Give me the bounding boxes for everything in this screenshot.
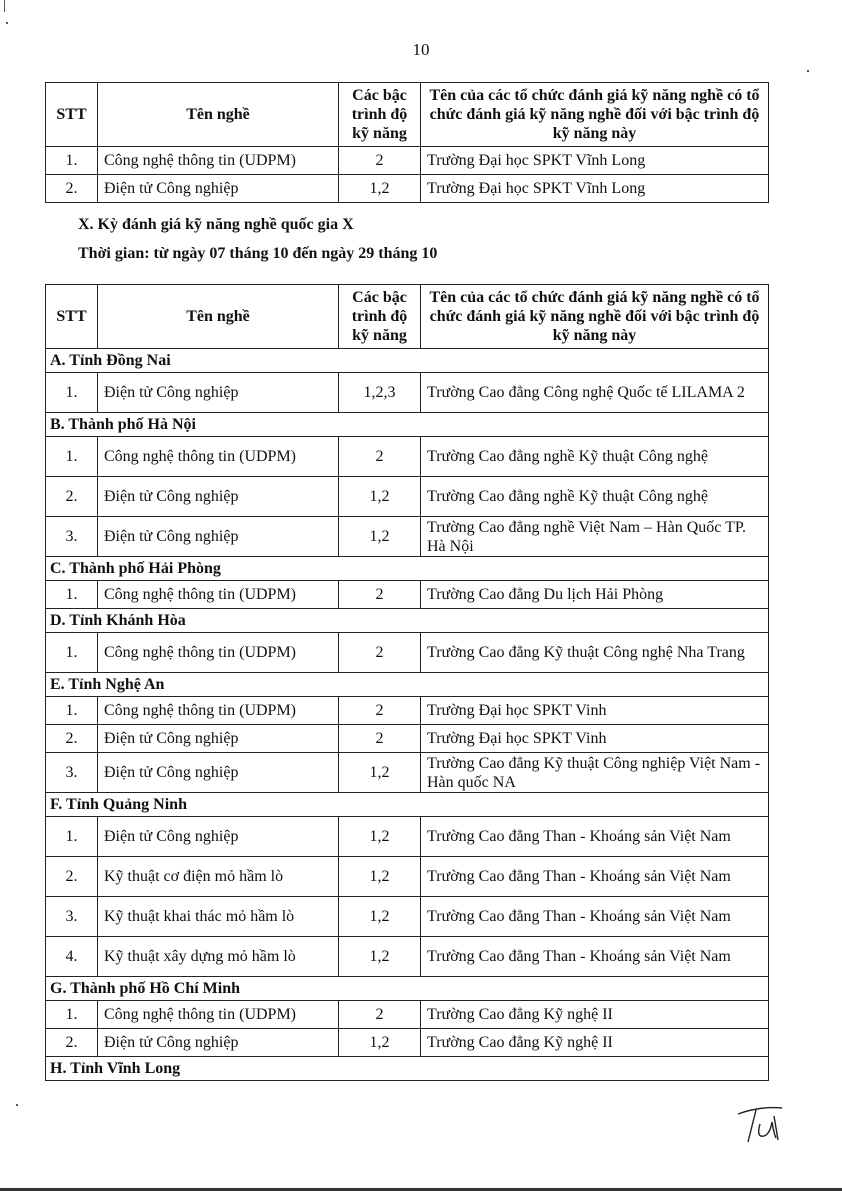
signature-mark [730,1100,790,1150]
row-levels: 1,2 [339,753,421,793]
row-organization: Trường Cao đẳng Kỹ nghệ II [421,1029,769,1057]
row-occupation: Công nghệ thông tin (UDPM) [98,633,339,673]
row-occupation: Công nghệ thông tin (UDPM) [98,697,339,725]
section-title: H. Tỉnh Vĩnh Long [46,1057,769,1081]
row-occupation: Công nghệ thông tin (UDPM) [98,1001,339,1029]
section-row [46,1057,769,1081]
header-stt: STT [46,83,98,147]
section-row [46,413,769,437]
row-levels: 2 [339,437,421,477]
row-stt: 1. [46,373,98,413]
header-levels: Các bậc trình độ kỹ năng [339,83,421,147]
row-occupation: Điện tử Công nghiệp [98,1029,339,1057]
table-session-x [45,284,769,1081]
section-row [46,793,769,817]
row-levels: 2 [339,633,421,673]
row-organization: Trường Cao đẳng Công nghệ Quốc tế LILAMA 2 [421,373,769,413]
row-occupation: Kỹ thuật cơ điện mỏ hầm lò [98,857,339,897]
section-row [46,349,769,373]
section-title: A. Tỉnh Đồng Nai [46,349,769,373]
section-row [46,557,769,581]
row-occupation: Điện tử Công nghiệp [98,175,339,203]
page-number: 10 [412,40,430,59]
table-row [46,147,769,175]
row-levels: 2 [339,697,421,725]
row-levels: 1,2 [339,897,421,937]
row-levels: 1,2,3 [339,373,421,413]
scan-speck [16,1104,18,1106]
table-previous-session-body [46,147,769,203]
table-row [46,1029,769,1057]
scan-speck [6,22,8,24]
row-organization: Trường Đại học SPKT Vĩnh Long [421,147,769,175]
row-organization: Trường Cao đẳng Kỹ nghệ II [421,1001,769,1029]
row-occupation: Công nghệ thông tin (UDPM) [98,147,339,175]
row-organization: Trường Đại học SPKT Vinh [421,697,769,725]
row-occupation: Điện tử Công nghiệp [98,817,339,857]
table-row [46,817,769,857]
section-row [46,609,769,633]
row-organization: Trường Cao đẳng nghề Việt Nam – Hàn Quốc TP. Hà Nội [421,517,769,557]
table-row [46,581,769,609]
time-heading: Thời gian: từ ngày 07 tháng 10 đến ngày 29 tháng 10 [78,245,438,262]
section-heading: X. Kỳ đánh giá kỹ năng nghề quốc gia X [78,216,354,233]
table-row [46,373,769,413]
row-occupation: Điện tử Công nghiệp [98,753,339,793]
row-stt: 4. [46,937,98,977]
header-stt: STT [46,285,98,349]
table-row [46,1001,769,1029]
table-row [46,725,769,753]
row-organization: Trường Cao đẳng nghề Kỹ thuật Công nghệ [421,477,769,517]
section-title: F. Tỉnh Quảng Ninh [46,793,769,817]
row-stt: 2. [46,725,98,753]
row-stt: 1. [46,581,98,609]
row-occupation: Điện tử Công nghiệp [98,373,339,413]
section-title: B. Thành phố Hà Nội [46,413,769,437]
row-organization: Trường Đại học SPKT Vinh [421,725,769,753]
section-title: D. Tỉnh Khánh Hòa [46,609,769,633]
table-session-x-body [46,349,769,1081]
bottom-border [0,1188,842,1191]
row-stt: 1. [46,147,98,175]
row-levels: 1,2 [339,857,421,897]
section-title: G. Thành phố Hồ Chí Minh [46,977,769,1001]
row-stt: 2. [46,857,98,897]
header-occupation: Tên nghề [98,83,339,147]
table-row [46,753,769,793]
row-occupation: Công nghệ thông tin (UDPM) [98,437,339,477]
header-occupation: Tên nghề [98,285,339,349]
row-organization: Trường Cao đẳng Than - Khoáng sản Việt Nam [421,857,769,897]
row-stt: 3. [46,897,98,937]
row-stt: 2. [46,1029,98,1057]
table-row [46,857,769,897]
row-levels: 1,2 [339,1029,421,1057]
section-row [46,977,769,1001]
row-stt: 3. [46,517,98,557]
row-stt: 1. [46,697,98,725]
row-organization: Trường Cao đẳng Kỹ thuật Công nghiệp Việt Nam - Hàn quốc NA [421,753,769,793]
row-levels: 2 [339,147,421,175]
header-organizations: Tên của các tổ chức đánh giá kỹ năng nghề có tổ chức đánh giá kỹ năng nghề đối với bậc trình độ kỹ năng này [421,285,769,349]
row-levels: 2 [339,581,421,609]
row-levels: 1,2 [339,477,421,517]
row-stt: 1. [46,1001,98,1029]
row-stt: 3. [46,753,98,793]
row-occupation: Điện tử Công nghiệp [98,725,339,753]
section-title: C. Thành phố Hải Phòng [46,557,769,581]
table-row [46,633,769,673]
table-row [46,697,769,725]
header-levels: Các bậc trình độ kỹ năng [339,285,421,349]
row-levels: 1,2 [339,817,421,857]
row-organization: Trường Cao đẳng Than - Khoáng sản Việt Nam [421,897,769,937]
scan-speck [807,70,809,72]
row-levels: 2 [339,1001,421,1029]
row-stt: 1. [46,437,98,477]
row-levels: 1,2 [339,517,421,557]
row-occupation: Kỹ thuật khai thác mỏ hầm lò [98,897,339,937]
table-previous-session [45,82,769,203]
table-row [46,437,769,477]
row-occupation: Điện tử Công nghiệp [98,477,339,517]
row-occupation: Kỹ thuật xây dựng mỏ hầm lò [98,937,339,977]
table-row [46,477,769,517]
row-organization: Trường Cao đẳng Kỹ thuật Công nghệ Nha Trang [421,633,769,673]
row-stt: 2. [46,175,98,203]
row-organization: Trường Cao đẳng Du lịch Hải Phòng [421,581,769,609]
table-row [46,175,769,203]
row-stt: 1. [46,633,98,673]
row-organization: Trường Đại học SPKT Vĩnh Long [421,175,769,203]
table-row [46,897,769,937]
table-row [46,937,769,977]
table-row [46,517,769,557]
scan-speck [4,0,5,12]
header-organizations: Tên của các tổ chức đánh giá kỹ năng nghề có tổ chức đánh giá kỹ năng nghề đối với bậc trình độ kỹ năng này [421,83,769,147]
row-organization: Trường Cao đẳng Than - Khoáng sản Việt Nam [421,937,769,977]
section-title: E. Tỉnh Nghệ An [46,673,769,697]
row-organization: Trường Cao đẳng nghề Kỹ thuật Công nghệ [421,437,769,477]
row-occupation: Điện tử Công nghiệp [98,517,339,557]
row-occupation: Công nghệ thông tin (UDPM) [98,581,339,609]
row-stt: 1. [46,817,98,857]
row-levels: 2 [339,725,421,753]
row-levels: 1,2 [339,937,421,977]
row-levels: 1,2 [339,175,421,203]
row-organization: Trường Cao đẳng Than - Khoáng sản Việt Nam [421,817,769,857]
section-row [46,673,769,697]
row-stt: 2. [46,477,98,517]
